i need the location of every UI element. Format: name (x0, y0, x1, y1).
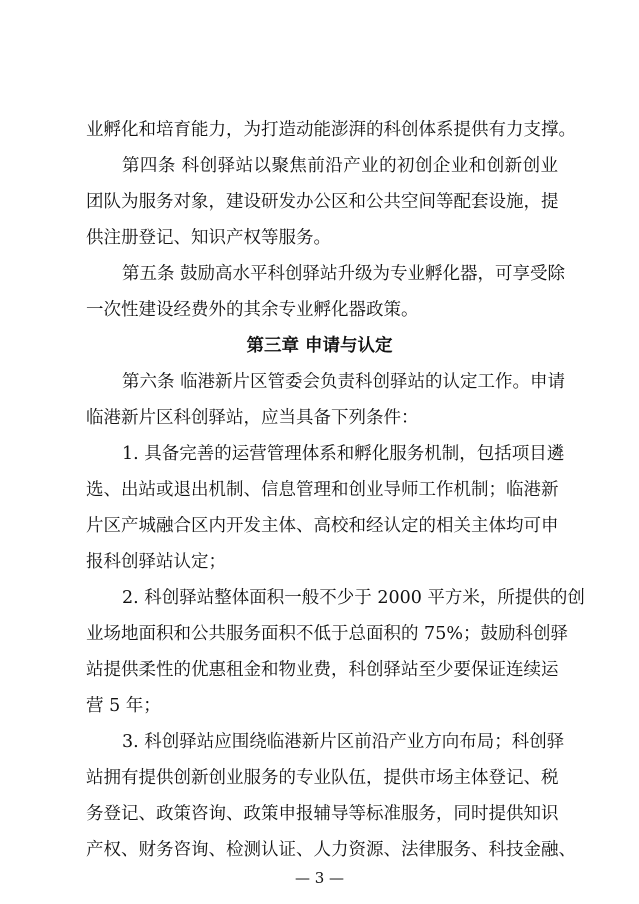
list-item-3-line: 3. 科创驿站应围绕临港新片区前沿产业方向布局；科创驿 (122, 732, 565, 752)
list-item-2-line: 2. 科创驿站整体面积一般不少于 2000 平方米，所提供的创 (122, 588, 585, 608)
paragraph-line: 务登记、政策咨询、政策申报辅导等标准服务，同时提供知识 (86, 804, 559, 824)
paragraph-line: 营 5 年； (86, 696, 161, 716)
paragraph-line: 报科创驿站认定； (86, 552, 226, 572)
paragraph-line: 片区产城融合区内开发主体、高校和经认定的相关主体均可申 (86, 516, 559, 536)
paragraph-line: 选、出站或退出机制、信息管理和创业导师工作机制；临港新 (86, 480, 559, 500)
paragraph-line: 业场地面积和公共服务面积不低于总面积的 75%；鼓励科创驿 (86, 624, 568, 644)
paragraph-line: 站提供柔性的优惠租金和物业费，科创驿站至少要保证连续运 (86, 660, 559, 680)
paragraph-line: 业孵化和培育能力，为打造动能澎湃的科创体系提供有力支撑。 (86, 120, 576, 140)
article-5-line: 第五条 鼓励高水平科创驿站升级为专业孵化器，可享受除 (122, 264, 566, 284)
article-6-line: 第六条 临港新片区管委会负责科创驿站的认定工作。申请 (122, 372, 566, 392)
paragraph-line: 一次性建设经费外的其余专业孵化器政策。 (86, 300, 419, 320)
article-4-line: 第四条 科创驿站以聚焦前沿产业的初创企业和创新创业 (122, 156, 558, 176)
page-number: — 3 — (294, 869, 345, 887)
paragraph-line: 临港新片区科创驿站，应当具备下列条件： (86, 408, 419, 428)
paragraph-line: 产权、财务咨询、检测认证、人力资源、法律服务、科技金融、 (86, 840, 576, 860)
paragraph-line: 站拥有提供创新创业服务的专业队伍，提供市场主体登记、税 (86, 768, 559, 788)
chapter-heading: 第三章 申请与认定 (246, 336, 393, 356)
paragraph-line: 供注册登记、知识产权等服务。 (86, 228, 331, 248)
paragraph-line: 团队为服务对象，建设研发办公区和公共空间等配套设施，提 (86, 192, 559, 212)
list-item-1-line: 1. 具备完善的运营管理体系和孵化服务机制，包括项目遴 (122, 444, 565, 464)
